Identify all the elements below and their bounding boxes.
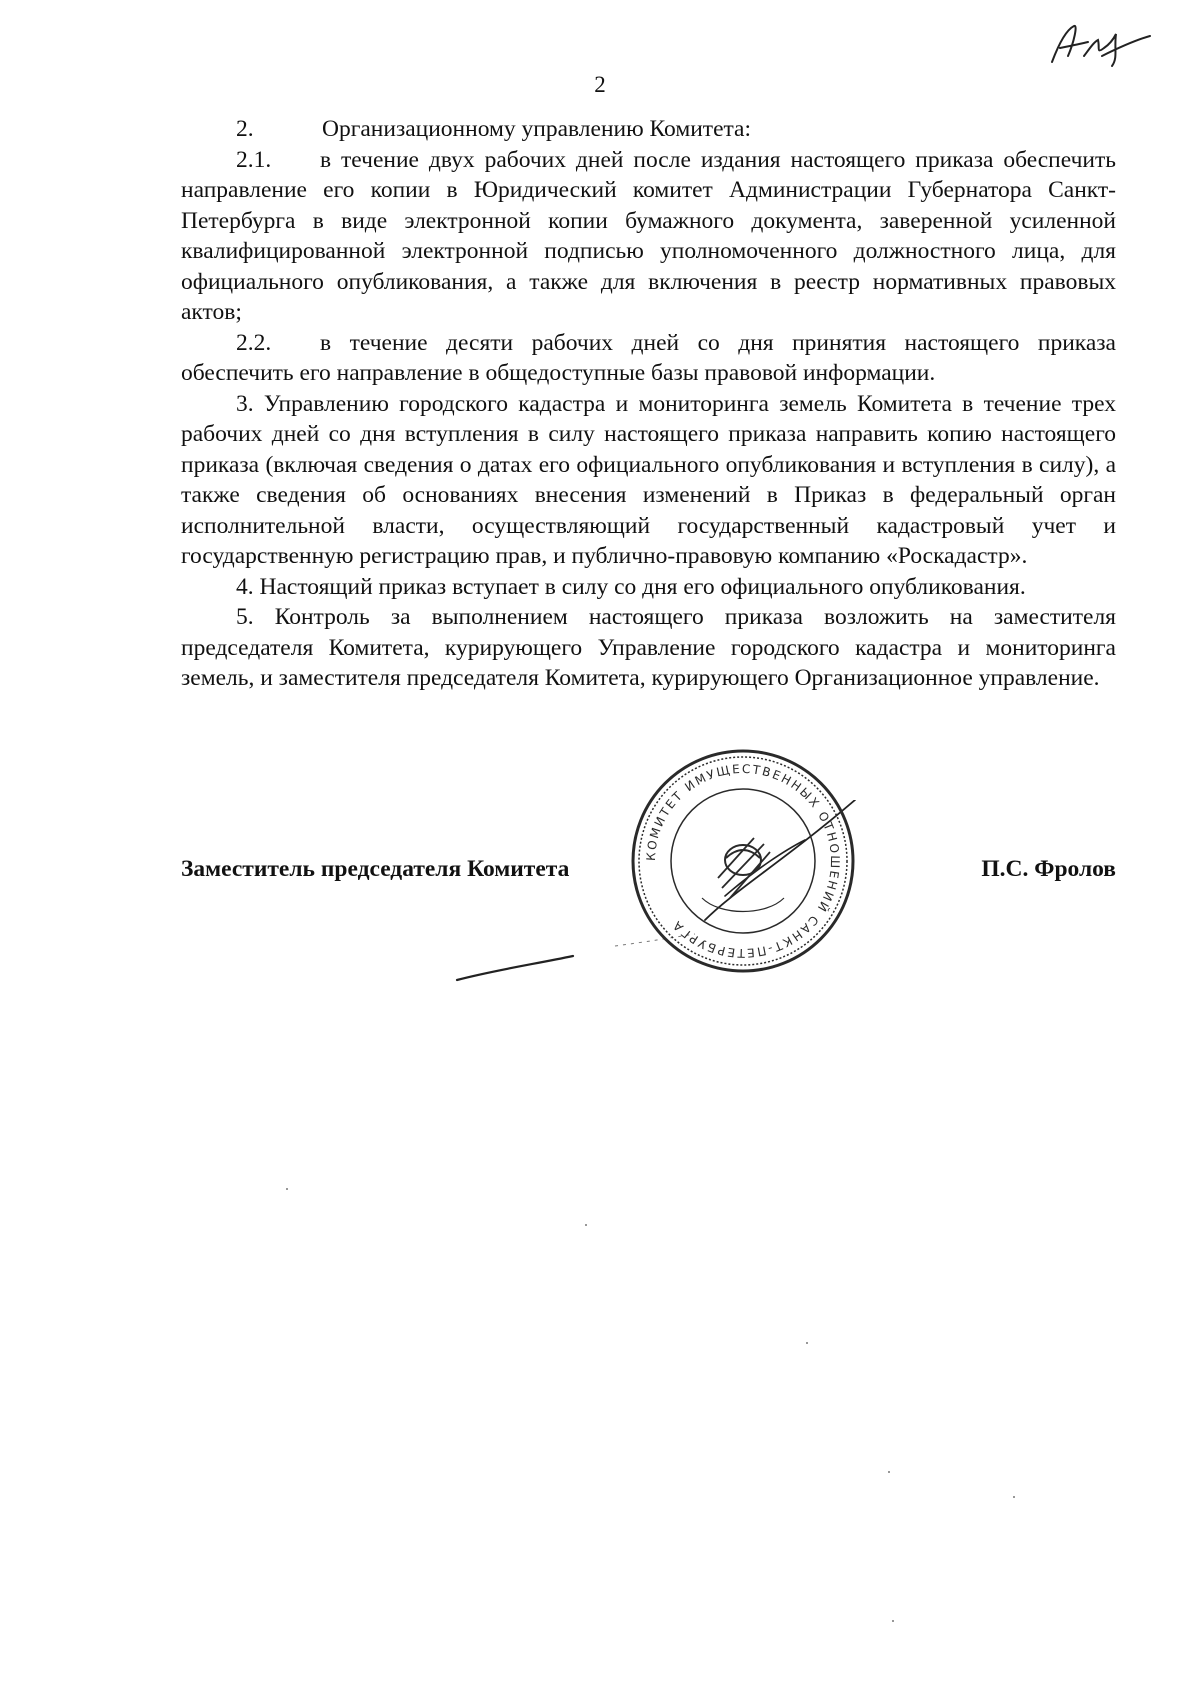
scan-speck bbox=[585, 1224, 587, 1226]
section-2-heading bbox=[181, 114, 1116, 145]
scan-speck bbox=[892, 1620, 894, 1622]
item-2-2 bbox=[181, 328, 1116, 389]
scan-speck bbox=[806, 1342, 808, 1344]
item-2-2-number: 2.2. bbox=[236, 329, 272, 356]
handwritten-initials bbox=[1044, 18, 1154, 74]
paragraph-4: 4. Настоящий приказ вступает в силу со дня его официального опубликования. bbox=[236, 573, 1026, 600]
scan-speck bbox=[1013, 1496, 1015, 1498]
item-2-1 bbox=[181, 145, 1116, 328]
paragraph-5: 5. Контроль за выполнением настоящего приказа возложить на заместителя председателя Комитета, курирующего Управление городского кадастра и мониторинга земель, и заместителя председателя Комитета, курирующего Организационное управление. bbox=[181, 604, 1116, 691]
item-2-2-text: в течение десяти рабочих дней со дня принятия настоящего приказа обеспечить его направление в общедоступные базы правовой информации. bbox=[181, 329, 1116, 386]
item-2-1-number: 2.1. bbox=[236, 146, 272, 173]
section-2-heading-text: Организационному управлению Комитета: bbox=[322, 116, 752, 142]
item-2-1-text: в течение двух рабочих дней после издания настоящего приказа обеспечить направление его копии в Юридический комитет Администрации Губернатора Санкт-Петербурга в виде электронной копии бумажного документа, заверенной усиленной квалифицированной электронной подписью уполномоченного должностного лица, для официального опубликования, а также для включения в реестр нормативных правовых актов; bbox=[181, 146, 1116, 325]
signature-block bbox=[181, 856, 1116, 890]
page-number: 2 bbox=[594, 72, 606, 97]
section-2-number: 2. bbox=[236, 116, 254, 142]
paragraph-3: 3. Управлению городского кадастра и мониторинга земель Комитета в течение трех рабочих дней со дня вступления в силу настоящего приказа направить копию настоящего приказа (включая сведения о датах его официального опубликования и вступления в силу), а также сведения об основаниях внесения изменений в Приказ в федеральный орган исполнительной власти, осуществляющий государственный кадастровый учет и государственную регистрацию прав, и публично-правовую компанию «Роскадастр». bbox=[181, 390, 1116, 569]
scan-speck bbox=[888, 1471, 890, 1473]
seal-ring-text: КОМИТЕТ ИМУЩЕСТВЕННЫХ ОТНОШЕНИЙ САНКТ-ПЕТЕРБУРГА bbox=[643, 761, 843, 961]
scan-speck bbox=[286, 1188, 288, 1190]
document-body bbox=[181, 114, 1116, 694]
signatory-name: П.С. Фролов bbox=[981, 856, 1116, 882]
signatory-title: Заместитель председателя Комитета bbox=[181, 856, 570, 882]
